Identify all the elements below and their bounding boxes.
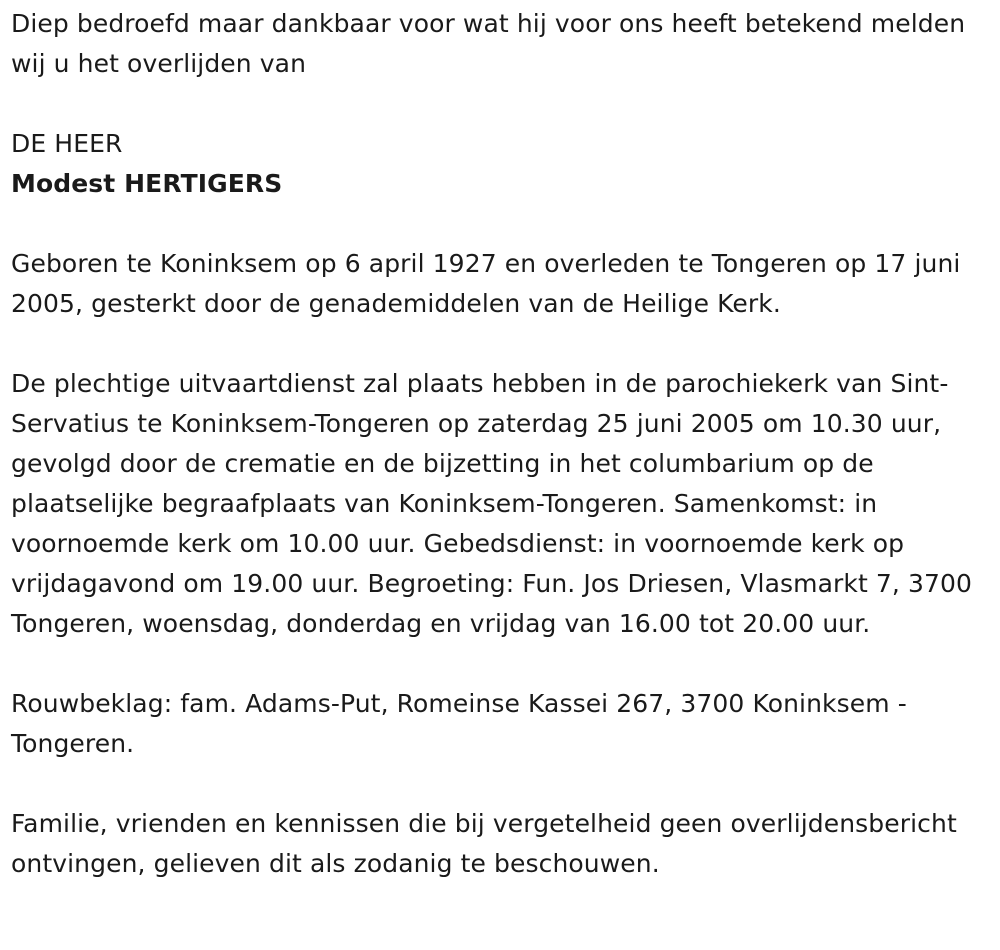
intro-text: Diep bedroefd maar dankbaar voor wat hij voor ons heeft betekend melden wij u het overlijden van [11,9,966,78]
deceased-name: Modest HERTIGERS [11,169,283,198]
condolences-text: Rouwbeklag: fam. Adams-Put, Romeinse Kassei 267, 3700 Koninksem - Tongeren. [11,689,907,758]
honorific-title: DE HEER [11,129,123,158]
death-notice [11,4,996,884]
ceremony-text: De plechtige uitvaartdienst zal plaats hebben in de parochiekerk van Sint-Servatius te Koninksem-Tongeren op zaterdag 25 juni 2005 om 10.30 uur, gevolgd door de crematie en de bijzetting in het columbarium op de plaatselijke begraafplaats van Koninksem-Tongeren. Samenkomst: in voornoemde kerk om 10.00 uur. Gebedsdienst: in voornoemde kerk op vrijdagavond om 19.00 uur. Begroeting: Fun. Jos Driesen, Vlasmarkt 7, 3700 Tongeren, woensdag, donderdag en vrijdag van 16.00 tot 20.00 uur. [11,369,973,638]
closing-text: Familie, vrienden en kennissen die bij vergetelheid geen overlijdensbericht ontvingen, gelieven dit als zodanig te beschouwen. [11,809,957,878]
birth-death-text: Geboren te Koninksem op 6 april 1927 en overleden te Tongeren op 17 juni 2005, gesterkt door de genademiddelen van de Heilige Kerk. [11,249,961,318]
